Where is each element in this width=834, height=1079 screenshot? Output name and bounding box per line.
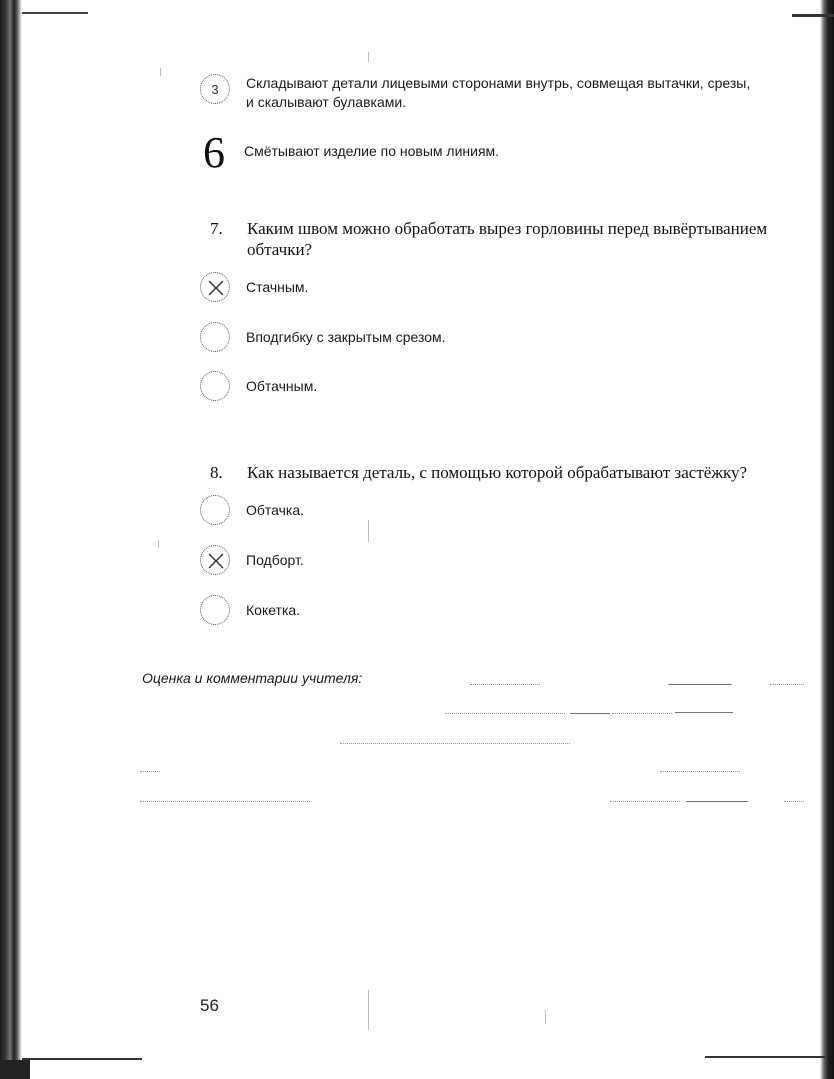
step-3-number: 3 [211,81,219,97]
comment-line[interactable] [686,801,748,802]
q8-option-3-label: Кокетка. [246,602,301,618]
q8-option-2-label: Подборт. [246,552,304,568]
q7-option-2-label: Вподгибку с закрытым срезом. [246,329,446,345]
scan-bottom-mark [22,1058,142,1060]
step-6-row [200,128,500,177]
step-3-number-circle [200,74,230,104]
q8-option-3[interactable] [200,595,300,625]
comment-line[interactable] [612,713,672,715]
comment-line[interactable] [770,684,804,686]
q8-option-1[interactable] [200,495,304,525]
scan-speck [158,540,159,548]
q7-option-1-checkbox[interactable] [200,272,230,302]
scan-speck [545,1010,546,1024]
q8-option-1-checkbox[interactable] [200,495,230,525]
question-7-number: 7. [210,219,223,238]
comment-line[interactable] [610,801,680,803]
scan-bottom-right-mark [705,1056,825,1058]
scan-top-right-mark [792,14,834,17]
comment-line[interactable] [445,713,565,715]
comment-line[interactable] [784,801,804,803]
scan-speck [160,68,161,76]
scan-top-mark [22,12,88,14]
comment-line[interactable] [470,684,540,686]
q8-option-1-label: Обтачка. [246,502,305,518]
comment-line[interactable] [668,684,732,685]
comment-line[interactable] [570,713,610,714]
scan-speck [368,990,369,1030]
step-3-text-line-1: Складывают детали лицевыми сторонами внутрь, совмещая вытачки, срезы, [246,75,751,91]
scan-speck [368,520,369,542]
q8-option-3-checkbox[interactable] [200,595,230,625]
cross-mark-icon [201,273,231,303]
q7-option-3-label: Обтачным. [246,378,318,394]
cross-mark-icon [201,546,231,576]
q7-option-3-checkbox[interactable] [200,371,230,401]
comment-line[interactable] [140,801,310,803]
q7-option-2-checkbox[interactable] [200,322,230,352]
step-6-number: 6 [203,128,225,177]
teacher-comment-label: Оценка и комментарии учителя: [142,670,363,686]
q8-option-2-checkbox[interactable] [200,545,230,575]
step-6-text: Смётывают изделие по новым линиям. [244,143,500,159]
page-number: 56 [200,996,219,1015]
question-8 [210,462,827,483]
question-7-text: Каким швом можно обработать вырез горловины перед вывёртыванием обтачки? [247,219,768,259]
q8-option-2[interactable] [200,545,304,575]
scan-left-edge [0,0,22,1079]
question-8-number: 8. [210,463,223,482]
step-3-text [246,74,750,112]
question-8-text: Как называется деталь, с помощью которой обрабатывают застёжку? [247,463,748,482]
comment-line[interactable] [140,771,160,773]
step-3-row [200,74,750,112]
comment-line[interactable] [675,712,733,713]
scan-speck [368,52,369,62]
scan-right-edge [820,0,834,1079]
comment-line[interactable] [340,743,570,745]
scan-bottom-corner [0,1060,30,1079]
question-7 [210,218,803,260]
q7-option-1[interactable] [200,272,308,302]
q7-option-2[interactable] [200,322,446,352]
q7-option-1-label: Стачным. [246,279,309,295]
comment-line[interactable] [660,771,740,773]
q7-option-3[interactable] [200,371,317,401]
step-3-text-line-2: и скалывают булавками. [246,94,407,110]
